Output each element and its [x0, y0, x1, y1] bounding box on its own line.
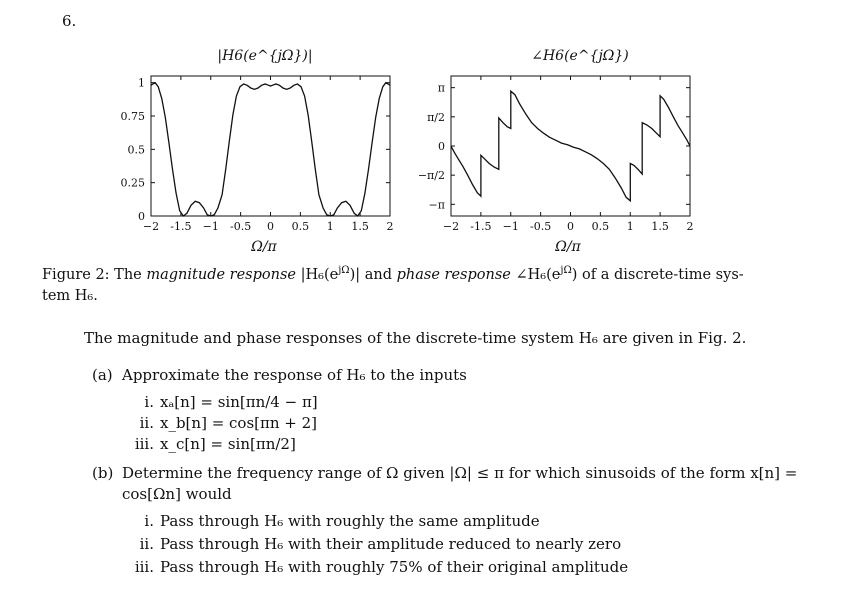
- phase-xtick-label: −2: [442, 220, 460, 233]
- phase-xtick-label: 2: [686, 220, 694, 233]
- part-b-item-2-num: ii.: [139, 535, 154, 553]
- phase-xtick-label: 1: [626, 220, 634, 233]
- phase-xtick-label: 0.5: [591, 220, 610, 233]
- magnitude-ytick-label: 0.5: [127, 143, 145, 157]
- part-a-item-2-text: x_b[n] = cos[πn + 2]: [160, 414, 318, 432]
- phase-xtick-label: -1.5: [470, 220, 492, 233]
- magnitude-xtick-label: 0: [267, 220, 274, 233]
- phase-plot: [408, 64, 708, 244]
- part-a-label: (a): [92, 366, 113, 384]
- part-a-item-1-num: i.: [144, 393, 154, 411]
- magnitude-ytick-label: 0.25: [120, 176, 145, 190]
- magnitude-xtick-label: -0.5: [230, 220, 252, 233]
- magnitude-ytick-label: 0: [138, 210, 145, 223]
- magnitude-ytick-label: 0.75: [120, 110, 145, 123]
- part-b-line2: cos[Ωn] would: [122, 485, 232, 503]
- part-a-text: Approximate the response of H₆ to the inputs: [122, 366, 467, 384]
- part-b-item-1-num: i.: [144, 512, 154, 530]
- magnitude-axes-box: [151, 76, 390, 216]
- magnitude-ytick-label: 1: [138, 76, 145, 90]
- phase-plot-area: [418, 76, 694, 233]
- phase-plot-title: ∠H6(e^{jΩ}): [531, 48, 629, 64]
- caption-line2: tem H₆.: [42, 287, 98, 304]
- phase-xtick-label: 1.5: [651, 220, 669, 233]
- magnitude-xtick-label: 0.5: [291, 220, 310, 233]
- part-a-item-2-num: ii.: [139, 414, 154, 432]
- phase-ytick-label: 0: [438, 140, 445, 153]
- intro-paragraph: The magnitude and phase responses of the discrete-time system H₆ are given in Fig. 2.: [84, 329, 747, 347]
- phase-ytick-label: −π: [428, 198, 445, 212]
- magnitude-xlabel: Ω/π: [251, 239, 277, 255]
- magnitude-xtick-label: 1: [326, 220, 334, 233]
- figure-caption: Figure 2: The magnitude response $|H_6(e^{j\Omega})|$ and phase response $\angle H_6(e^{j\Omega})$ of a discrete-time sys- tem H₆.: [42, 265, 744, 304]
- part-b-label: (b): [92, 464, 114, 482]
- magnitude-xtick-label: −1: [202, 220, 219, 233]
- phase-xtick-label: −1: [502, 220, 519, 233]
- part-b-item-1-text: Pass through H₆ with roughly the same amplitude: [160, 512, 540, 530]
- part-a-item-3-num: iii.: [134, 435, 154, 453]
- phase-xlabel: Ω/π: [555, 239, 581, 255]
- phase-ytick-label: −π/2: [417, 169, 445, 183]
- phase-xtick-label: -0.5: [530, 220, 552, 233]
- magnitude-plot-title: |H6(e^{jΩ})|: [217, 48, 313, 64]
- magnitude-plot: [108, 64, 408, 244]
- problem-number: 6.: [62, 12, 77, 30]
- phase-series-line: [451, 91, 690, 201]
- magnitude-xtick-label: -1.5: [170, 220, 192, 233]
- part-a-item-1-text: xₐ[n] = sin[πn/4 − π]: [160, 393, 318, 411]
- phase-ytick-label: π/2: [427, 110, 445, 124]
- caption-prefix: Figure 2:: [42, 266, 110, 283]
- part-b-line1: Determine the frequency range of Ω given |Ω| ≤ π for which sinusoids of the form x[n] =: [122, 464, 798, 482]
- magnitude-xtick-label: −2: [142, 220, 160, 233]
- magnitude-series-line: [151, 83, 390, 216]
- magnitude-plot-area: [121, 76, 394, 233]
- phase-xtick-label: 0: [567, 220, 574, 233]
- magnitude-xtick-label: 1.5: [351, 220, 369, 233]
- phase-ytick-label: π: [437, 81, 445, 95]
- part-a-item-3-text: x_c[n] = sin[πn/2]: [160, 435, 296, 453]
- part-b-item-2-text: Pass through H₆ with their amplitude reduced to nearly zero: [160, 535, 622, 553]
- part-b-item-3-num: iii.: [134, 558, 154, 576]
- magnitude-xtick-label: 2: [386, 220, 394, 233]
- part-b-item-3-text: Pass through H₆ with roughly 75% of their original amplitude: [160, 558, 629, 576]
